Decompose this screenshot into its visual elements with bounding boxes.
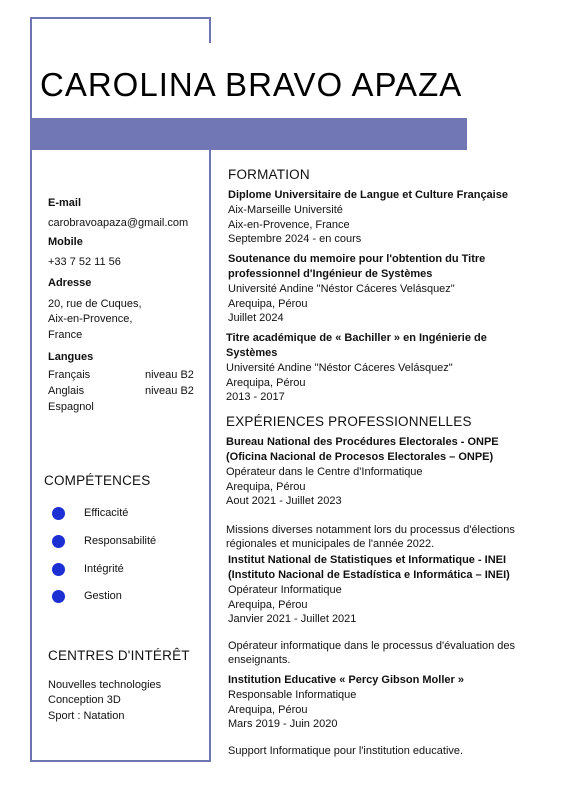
skill-item: Gestion	[84, 590, 122, 602]
entry-title: (Instituto Nacional de Estadística e Informática – INEI)	[228, 569, 510, 581]
mobile-value: +33 7 52 11 56	[48, 256, 121, 268]
entry-description: enseignants.	[228, 654, 291, 666]
formation-entry	[226, 331, 487, 405]
entry-line: Université Andine "Néstor Cáceres Velásquez"	[226, 362, 453, 374]
address-label: Adresse	[48, 277, 92, 289]
experience-entry	[228, 673, 464, 758]
bullet-icon	[52, 590, 65, 603]
entry-line: Juillet 2024	[228, 312, 284, 324]
interest-item: Sport : Natation	[48, 710, 125, 722]
accent-band	[30, 118, 467, 150]
mobile-label: Mobile	[48, 236, 83, 248]
language-name: Français	[48, 369, 91, 381]
address-line: France	[48, 329, 83, 341]
frame-border-top	[30, 17, 211, 19]
skills-title: COMPÉTENCES	[44, 473, 151, 488]
language-name: Anglais	[48, 385, 85, 397]
experience-entry	[226, 435, 515, 552]
entry-line: Université Andine "Néstor Cáceres Velásquez"	[228, 283, 455, 295]
formation-entry	[228, 252, 485, 326]
address-line: 20, rue de Cuques,	[48, 298, 142, 310]
bullet-icon	[52, 563, 65, 576]
skill-item: Intégrité	[84, 563, 124, 575]
experience-entry	[228, 553, 515, 668]
email-value[interactable]: carobravoapaza@gmail.com	[48, 217, 189, 229]
skill-item: Responsabilité	[84, 535, 157, 547]
language-level: niveau B2	[145, 369, 194, 381]
formation-title: FORMATION	[228, 167, 310, 182]
entry-line: Opérateur Informatique	[228, 584, 342, 596]
entry-line: Responsable Informatique	[228, 689, 357, 701]
entry-line: Janvier 2021 - Juillet 2021	[228, 613, 357, 625]
entry-line: Arequipa, Pérou	[228, 297, 308, 310]
entry-title: Titre académique de « Bachiller » en Ingénierie de	[226, 332, 487, 344]
entry-line: Arequipa, Pérou	[226, 480, 306, 493]
frame-border-bottom	[30, 760, 211, 762]
entry-title: Soutenance du memoire pour l'obtention du Titre	[228, 253, 486, 265]
experience-title: EXPÉRIENCES PROFESSIONNELLES	[226, 414, 472, 429]
interest-item: Conception 3D	[48, 694, 121, 706]
language-level: niveau B2	[145, 385, 194, 397]
entry-line: Arequipa, Pérou	[226, 376, 306, 389]
interests-title: CENTRES D'INTÉRÊT	[48, 648, 190, 663]
entry-line: Mars 2019 - Juin 2020	[228, 718, 338, 730]
email-label: E-mail	[48, 197, 82, 209]
entry-description: Opérateur informatique dans le processus d'évaluation des	[228, 639, 516, 652]
person-name: CAROLINA BRAVO APAZA	[40, 66, 463, 103]
entry-title: (Oficina Nacional de Procesos Electorales – ONPE)	[226, 451, 494, 463]
frame-border-right-top	[209, 17, 211, 43]
entry-title: Diplome Universitaire de Langue et Culture Française	[228, 189, 508, 201]
entry-line: Aix-Marseille Université	[228, 204, 343, 216]
interest-item: Nouvelles technologies	[48, 679, 162, 691]
formation-entry	[228, 188, 508, 247]
entry-line: Arequipa, Pérou	[228, 598, 308, 611]
languages-label: Langues	[48, 351, 94, 363]
entry-title: professionnel d'Ingénieur de Systèmes	[228, 268, 433, 280]
entry-description: régionales et municipales de l'année 2022.	[226, 538, 435, 550]
bullet-icon	[52, 507, 65, 520]
entry-line: Aout 2021 - Juillet 2023	[226, 495, 342, 507]
entry-title: Institut National de Statistiques et Informatique - INEI	[228, 554, 507, 566]
address-line: Aix-en-Provence,	[48, 313, 133, 325]
entry-title: Institution Educative « Percy Gibson Moller »	[228, 674, 464, 686]
entry-title: Bureau National des Procédures Electorales - ONPE	[226, 436, 499, 448]
entry-description: Support Informatique pour l'institution educative.	[228, 744, 464, 757]
entry-description: Missions diverses notamment lors du processus d'élections	[226, 523, 515, 536]
frame-border-right	[209, 150, 211, 762]
skill-item: Efficacité	[84, 507, 129, 519]
entry-line: Aix-en-Provence, France	[228, 218, 350, 231]
entry-line: 2013 - 2017	[226, 391, 285, 403]
entry-line: Arequipa, Pérou	[228, 703, 308, 716]
entry-line: Septembre 2024 - en cours	[228, 233, 362, 245]
entry-line: Opérateur dans le Centre d'Informatique	[226, 466, 423, 478]
entry-title: Systèmes	[226, 347, 278, 359]
language-name: Espagnol	[48, 401, 94, 413]
bullet-icon	[52, 535, 65, 548]
